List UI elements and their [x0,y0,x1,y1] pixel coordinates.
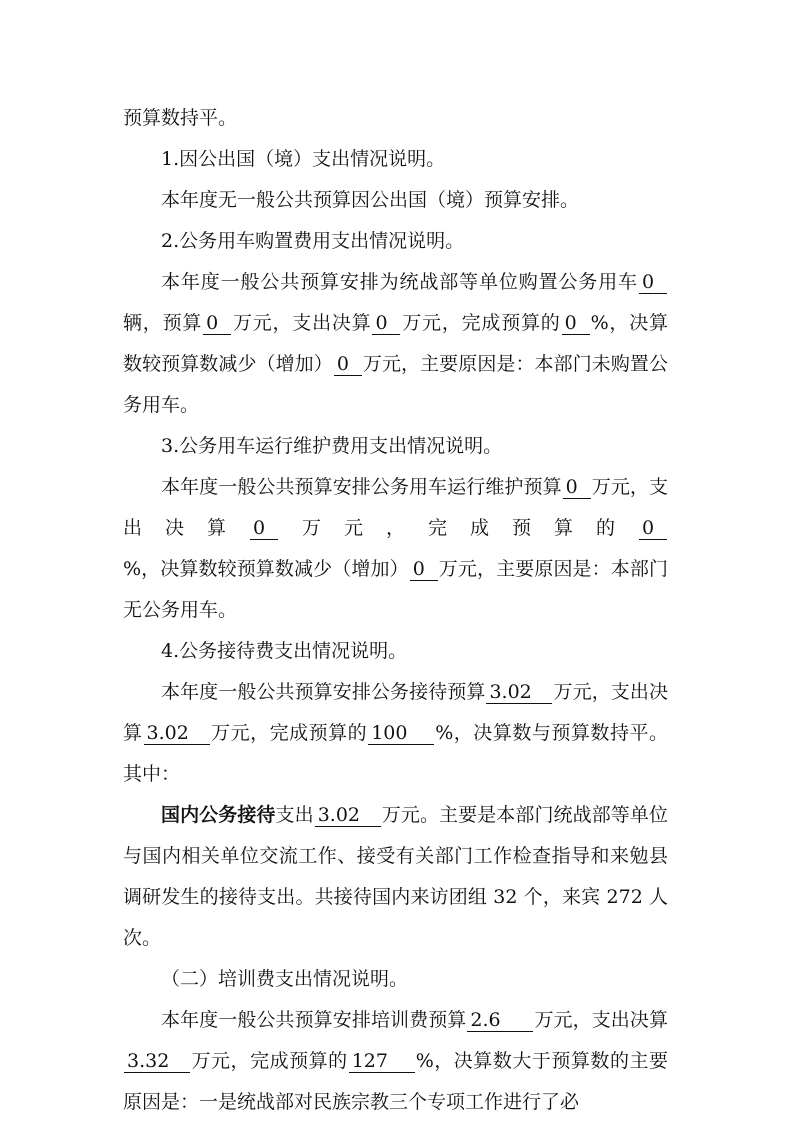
text-segment: 万元，完成预算的 [210,722,368,744]
paragraph-overseas-travel: 本年度无一般公共预算因公出国（境）预算安排。 [161,189,580,211]
paragraph-reception [123,672,668,795]
underlined-value: 3.02 [315,804,381,827]
underlined-value: 0 [562,312,590,335]
underlined-value: 0 [639,517,667,540]
text-segment: 万元，支出决算 [123,476,668,539]
text-segment: 辆，预算 [123,312,203,334]
heading-vehicle-maintenance: 3.公务用车运行维护费用支出情况说明。 [161,435,503,457]
underlined-value: 0 [639,271,667,294]
underlined-value: 3.32 [124,1050,190,1073]
text-segment: %，决算数较预算数减少（增加） [123,312,668,375]
underlined-value: 100 [368,722,434,745]
text-segment: %，决算数较预算数减少（增加） [123,558,409,580]
underlined-value: 3.02 [486,681,552,704]
bold-term: 国内公务接待 [161,804,276,826]
underlined-value: 2.6 [467,1009,533,1032]
underlined-value: 127 [349,1050,415,1073]
document-body [123,98,668,1123]
paragraph-vehicle-maintenance [123,467,668,631]
underlined-value: 0 [563,476,591,499]
text-segment: 万元，完成预算的 [279,517,638,539]
text-segment: 万元，支出决算 [232,312,372,334]
text-segment: 本年度一般公共预算安排培训费预算 [161,1009,467,1031]
text-segment: 万元，支出决算 [534,1009,668,1031]
text-segment: 万元，完成预算的 [191,1050,348,1072]
heading-vehicle-purchase: 2.公务用车购置费用支出情况说明。 [161,230,465,252]
underlined-value: 0 [334,353,362,376]
underlined-value: 3.02 [144,722,210,745]
paragraph-domestic-reception [123,795,668,959]
text-segment: %，决算数与预算数持平。其中： [123,722,668,785]
underlined-value: 0 [410,558,438,581]
underlined-value: 0 [250,517,278,540]
paragraph-training [123,1000,668,1123]
text-segment: 本年度一般公共预算安排为统战部等单位购置公务用车 [161,271,638,293]
text-segment: 本年度一般公共预算安排公务用车运行维护预算 [161,476,562,498]
paragraph-budget-flat: 预算数持平。 [123,107,238,129]
text-segment: 万元，支出决算 [123,681,668,744]
text-segment: 支出 [275,804,314,826]
text-segment: 万元，主要原因是：本部门未购置公务用车。 [123,353,668,416]
text-segment: 万元。主要是本部门统战部等单位与国内相关单位交流工作、接受有关部门工作检查指导和来勉县调研发生的接待支出。共接待国内来访团组 32 个，来宾 272 人次。 [123,804,668,949]
text-segment: 本年度一般公共预算安排公务接待预算 [161,681,486,703]
heading-training: （二）培训费支出情况说明。 [161,968,409,990]
paragraph-vehicle-purchase [123,262,668,426]
text-segment: %，决算数大于预算数的主要原因是：一是统战部对民族宗教三个专项工作进行了必 [123,1050,668,1113]
underlined-value: 0 [372,312,400,335]
text-segment: 万元，完成预算的 [401,312,561,334]
underlined-value: 0 [203,312,231,335]
heading-overseas-travel: 1.因公出国（境）支出情况说明。 [161,148,446,170]
heading-reception: 4.公务接待费支出情况说明。 [161,640,408,662]
text-segment: 万元，主要原因是：本部门无公务用车。 [123,558,668,621]
